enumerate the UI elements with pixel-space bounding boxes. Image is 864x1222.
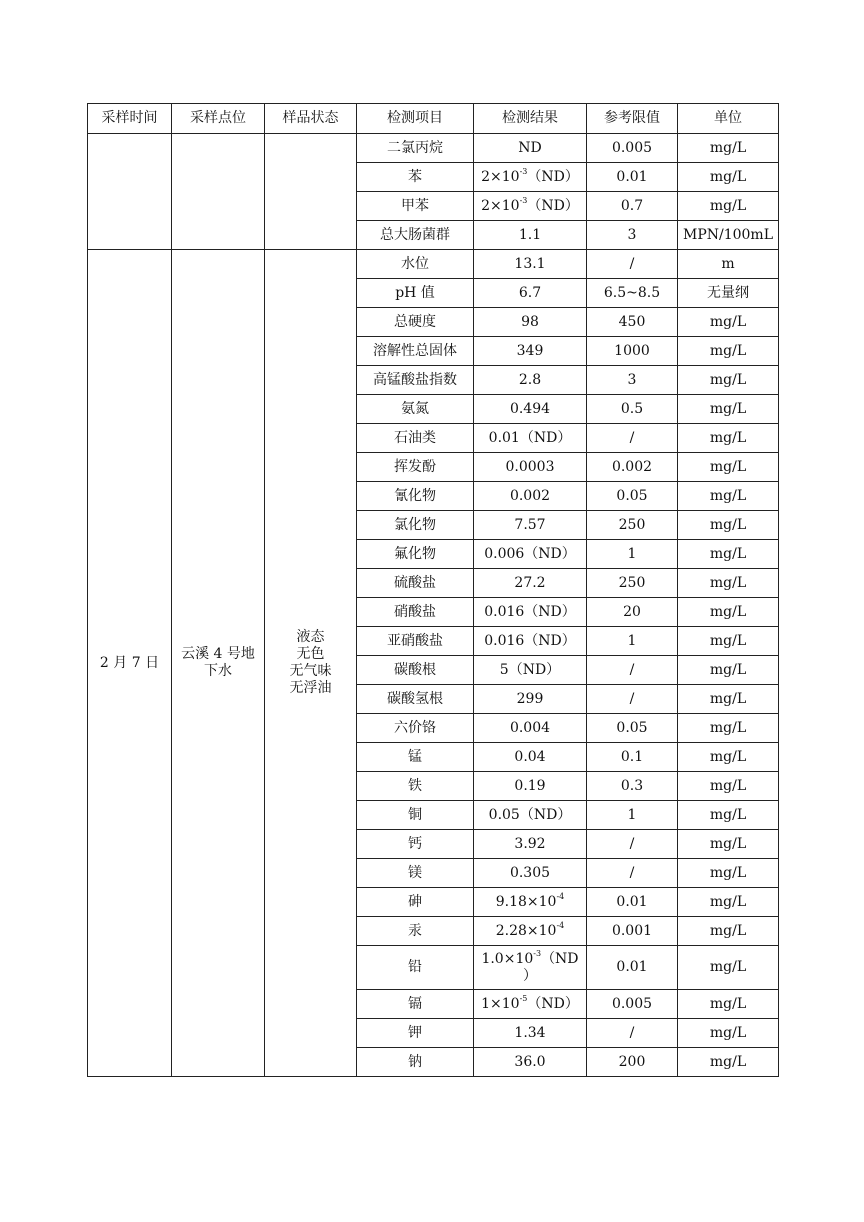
unit-cell: mg/L <box>678 946 779 990</box>
result-cell: 0.004 <box>474 714 587 743</box>
item-cell: 镉 <box>357 990 474 1019</box>
unit-cell: mg/L <box>678 395 779 424</box>
result-base: 9.18×10 <box>495 893 557 910</box>
limit-cell: 0.7 <box>587 192 678 221</box>
limit-cell: 0.05 <box>587 482 678 511</box>
result-cell: 0.0003 <box>474 453 587 482</box>
result-base: 2×10 <box>481 197 520 214</box>
unit-cell: 无量纲 <box>678 279 779 308</box>
item-cell: 六价铬 <box>357 714 474 743</box>
unit-cell: mg/L <box>678 163 779 192</box>
limit-cell: / <box>587 830 678 859</box>
header-sample-time: 采样时间 <box>88 104 172 134</box>
limit-cell: 200 <box>587 1048 678 1077</box>
header-sample-point: 采样点位 <box>172 104 265 134</box>
sample-state-cell <box>265 250 357 1077</box>
result-cell: 0.305 <box>474 859 587 888</box>
header-sample-state: 样品状态 <box>265 104 357 134</box>
result-cell: 0.016（ND） <box>474 598 587 627</box>
sample-point-line: 云溪 4 号地 <box>181 646 255 662</box>
unit-cell: MPN/100mL <box>678 221 779 250</box>
item-cell: 碳酸氢根 <box>357 685 474 714</box>
limit-cell: 3 <box>587 221 678 250</box>
result-cell: 0.19 <box>474 772 587 801</box>
item-cell: 钾 <box>357 1019 474 1048</box>
item-cell: 二氯丙烷 <box>357 134 474 163</box>
unit-cell: mg/L <box>678 540 779 569</box>
header-test-item: 检测项目 <box>357 104 474 134</box>
unit-cell: mg/L <box>678 366 779 395</box>
item-cell: 石油类 <box>357 424 474 453</box>
limit-cell: 1 <box>587 627 678 656</box>
header-reference-limit: 参考限值 <box>587 104 678 134</box>
result-base: 1×10 <box>481 995 520 1012</box>
header-test-result: 检测结果 <box>474 104 587 134</box>
result-base: 2.28×10 <box>495 922 557 939</box>
result-cell: 0.006（ND） <box>474 540 587 569</box>
result-base: 1.0×10 <box>481 950 534 967</box>
limit-cell: 0.05 <box>587 714 678 743</box>
header-unit: 单位 <box>678 104 779 134</box>
unit-cell: mg/L <box>678 627 779 656</box>
result-cell: 0.016（ND） <box>474 627 587 656</box>
limit-cell: 20 <box>587 598 678 627</box>
sample-state-line: 液态 <box>296 629 325 645</box>
unit-cell: mg/L <box>678 772 779 801</box>
unit-cell: mg/L <box>678 424 779 453</box>
sample-point-line: 下水 <box>204 663 232 679</box>
item-cell: 砷 <box>357 888 474 917</box>
result-cell: 1.1 <box>474 221 587 250</box>
limit-cell: 250 <box>587 569 678 598</box>
item-cell: 钙 <box>357 830 474 859</box>
limit-cell: 1 <box>587 540 678 569</box>
item-cell: 亚硝酸盐 <box>357 627 474 656</box>
item-cell: 镁 <box>357 859 474 888</box>
unit-cell: m <box>678 250 779 279</box>
unit-cell: mg/L <box>678 482 779 511</box>
limit-cell: 0.01 <box>587 888 678 917</box>
item-cell: 锰 <box>357 743 474 772</box>
unit-cell: mg/L <box>678 453 779 482</box>
result-cell: 299 <box>474 685 587 714</box>
item-cell: 铜 <box>357 801 474 830</box>
limit-cell: 0.5 <box>587 395 678 424</box>
result-suffix: （ND <box>541 950 579 967</box>
unit-cell: mg/L <box>678 859 779 888</box>
result-cell: 0.002 <box>474 482 587 511</box>
limit-cell: 1 <box>587 801 678 830</box>
result-exponent: -3 <box>533 948 542 958</box>
result-cell <box>474 917 587 946</box>
table-row <box>88 134 779 163</box>
limit-cell: / <box>587 424 678 453</box>
continued-sample-point-cell <box>172 134 265 250</box>
unit-cell: mg/L <box>678 1019 779 1048</box>
result-cell: 0.494 <box>474 395 587 424</box>
limit-cell: 1000 <box>587 337 678 366</box>
result-cell <box>474 192 587 221</box>
result-cell: 3.92 <box>474 830 587 859</box>
sample-state-line: 无色 <box>296 646 325 662</box>
unit-cell: mg/L <box>678 830 779 859</box>
result-cell <box>474 990 587 1019</box>
item-cell: 硝酸盐 <box>357 598 474 627</box>
limit-cell: / <box>587 685 678 714</box>
limit-cell: 0.005 <box>587 134 678 163</box>
sample-time-cell: 2 月 7 日 <box>88 250 172 1077</box>
limit-cell: 250 <box>587 511 678 540</box>
unit-cell: mg/L <box>678 656 779 685</box>
result-exponent: -3 <box>519 166 528 176</box>
unit-cell: mg/L <box>678 917 779 946</box>
item-cell: 氯化物 <box>357 511 474 540</box>
unit-cell: mg/L <box>678 743 779 772</box>
item-cell: 铁 <box>357 772 474 801</box>
result-exponent: -5 <box>519 993 528 1003</box>
item-cell: 氨氮 <box>357 395 474 424</box>
continued-sample-time-cell <box>88 134 172 250</box>
result-suffix: （ND） <box>527 168 579 185</box>
result-cell: 1.34 <box>474 1019 587 1048</box>
unit-cell: mg/L <box>678 1048 779 1077</box>
result-cell: 2.8 <box>474 366 587 395</box>
item-cell: 苯 <box>357 163 474 192</box>
sample-state-line: 无浮油 <box>289 680 332 696</box>
item-cell: 铅 <box>357 946 474 990</box>
limit-cell: / <box>587 1019 678 1048</box>
result-exponent: -3 <box>519 195 528 205</box>
sample-point-cell <box>172 250 265 1077</box>
item-cell: 汞 <box>357 917 474 946</box>
item-cell: 总大肠菌群 <box>357 221 474 250</box>
item-cell: 溶解性总固体 <box>357 337 474 366</box>
result-exponent: -4 <box>556 891 565 901</box>
unit-cell: mg/L <box>678 192 779 221</box>
item-cell: 挥发酚 <box>357 453 474 482</box>
header-row <box>88 104 779 134</box>
result-cell: 7.57 <box>474 511 587 540</box>
result-cell <box>474 888 587 917</box>
unit-cell: mg/L <box>678 134 779 163</box>
sample-state-line: 无气味 <box>289 663 332 679</box>
limit-cell: 0.01 <box>587 163 678 192</box>
result-base: 2×10 <box>481 168 520 185</box>
result-cell <box>474 946 587 990</box>
result-cell: 0.04 <box>474 743 587 772</box>
result-cell: 0.05（ND） <box>474 801 587 830</box>
limit-cell: 0.01 <box>587 946 678 990</box>
limit-cell: 6.5~8.5 <box>587 279 678 308</box>
result-suffix-line2: ） <box>523 967 537 984</box>
item-cell: 碳酸根 <box>357 656 474 685</box>
result-cell: 0.01（ND） <box>474 424 587 453</box>
result-suffix: （ND） <box>527 197 579 214</box>
item-cell: 甲苯 <box>357 192 474 221</box>
limit-cell: / <box>587 859 678 888</box>
result-cell: 13.1 <box>474 250 587 279</box>
limit-cell: 0.1 <box>587 743 678 772</box>
continued-sample-state-cell <box>265 134 357 250</box>
table-row <box>88 250 779 279</box>
unit-cell: mg/L <box>678 308 779 337</box>
item-cell: 氰化物 <box>357 482 474 511</box>
result-suffix: （ND） <box>527 995 579 1012</box>
result-cell <box>474 163 587 192</box>
result-exponent: -4 <box>556 920 565 930</box>
result-cell: ND <box>474 134 587 163</box>
unit-cell: mg/L <box>678 801 779 830</box>
test-results-table <box>87 103 779 1077</box>
unit-cell: mg/L <box>678 888 779 917</box>
unit-cell: mg/L <box>678 598 779 627</box>
result-cell: 5（ND） <box>474 656 587 685</box>
result-cell: 6.7 <box>474 279 587 308</box>
unit-cell: mg/L <box>678 990 779 1019</box>
result-cell: 36.0 <box>474 1048 587 1077</box>
unit-cell: mg/L <box>678 511 779 540</box>
result-cell: 98 <box>474 308 587 337</box>
item-cell: 水位 <box>357 250 474 279</box>
limit-cell: 0.005 <box>587 990 678 1019</box>
item-cell: 钠 <box>357 1048 474 1077</box>
unit-cell: mg/L <box>678 569 779 598</box>
item-cell: 氟化物 <box>357 540 474 569</box>
result-cell: 349 <box>474 337 587 366</box>
item-cell: 硫酸盐 <box>357 569 474 598</box>
unit-cell: mg/L <box>678 714 779 743</box>
item-cell: pH 值 <box>357 279 474 308</box>
limit-cell: 450 <box>587 308 678 337</box>
limit-cell: 3 <box>587 366 678 395</box>
unit-cell: mg/L <box>678 337 779 366</box>
unit-cell: mg/L <box>678 685 779 714</box>
item-cell: 总硬度 <box>357 308 474 337</box>
limit-cell: 0.001 <box>587 917 678 946</box>
result-cell: 27.2 <box>474 569 587 598</box>
limit-cell: / <box>587 250 678 279</box>
limit-cell: / <box>587 656 678 685</box>
item-cell: 高锰酸盐指数 <box>357 366 474 395</box>
limit-cell: 0.3 <box>587 772 678 801</box>
limit-cell: 0.002 <box>587 453 678 482</box>
